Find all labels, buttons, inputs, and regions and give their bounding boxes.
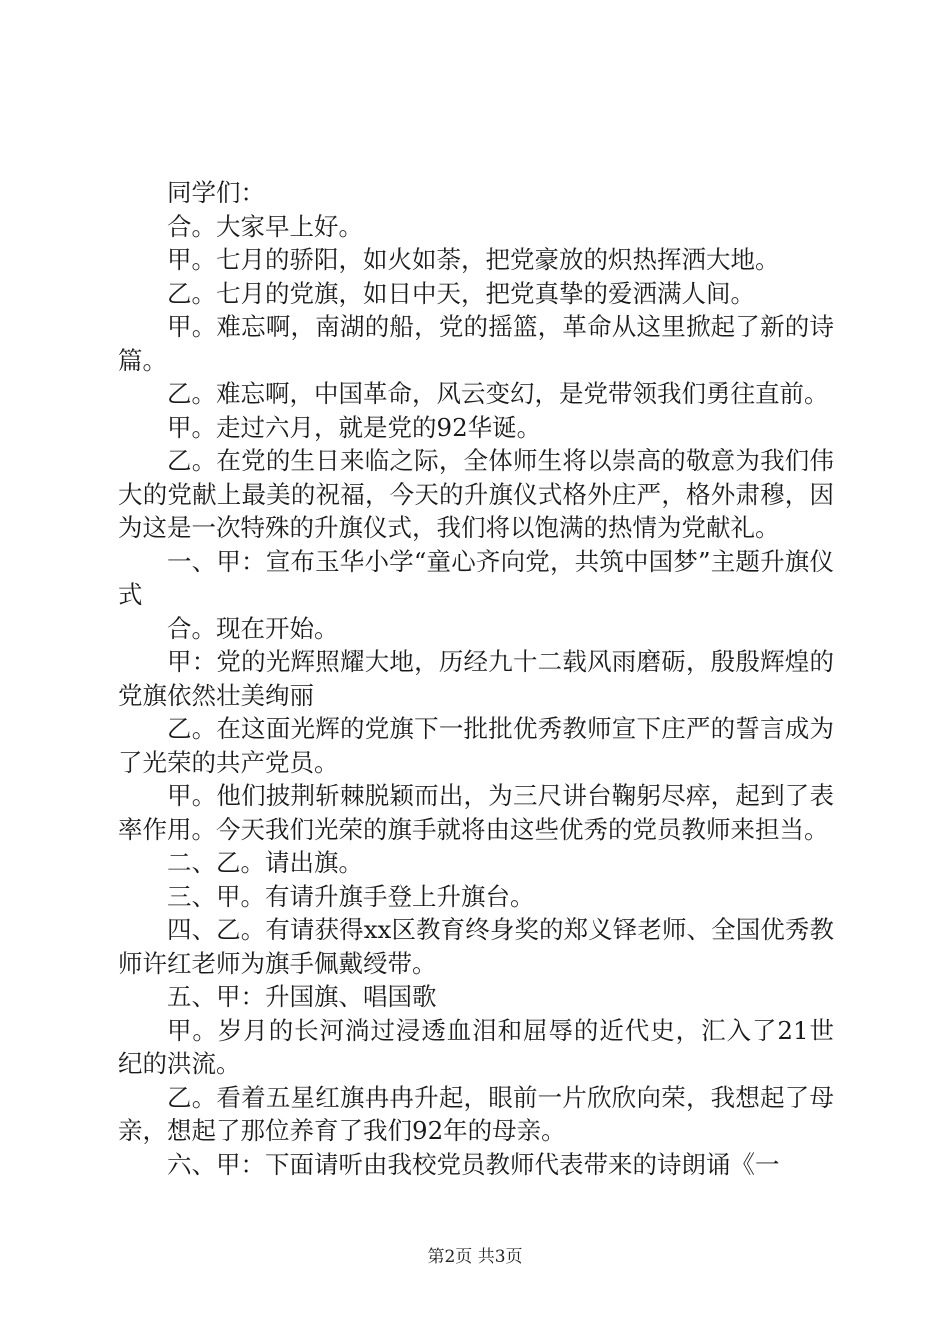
- paragraph-line: 乙。难忘啊，中国革命，风云变幻，是党带领我们勇往直前。: [167, 379, 829, 408]
- paragraph-line: 四、乙。有请获得xx区教育终身奖的郑义铎老师、全国优秀教师许红老师为旗手佩戴绶带。: [118, 915, 834, 978]
- paragraph-line: 三、甲。有请升旗手登上升旗台。: [167, 881, 535, 911]
- paragraph-greeting: 同学们：: [167, 178, 265, 207]
- paragraph-line: 甲。岁月的长河淌过浸透血泪和屈辱的近代史，汇入了21世纪的洪流。: [118, 1015, 834, 1078]
- page-number-footer: 第2页 共3页: [427, 1247, 523, 1267]
- paragraph-line: 甲。走过六月，就是党的92华诞。: [167, 412, 542, 442]
- paragraph-line: 乙。在党的生日来临之际，全体师生将以崇高的敬意为我们伟大的党献上最美的祝福，今天的升旗仪式格外庄严，格外肃穆，因为这是一次特殊的升旗仪式，我们将以饱满的热情为党献礼。: [118, 446, 834, 542]
- paragraph-line: 五、甲：升国旗、唱国歌: [167, 982, 437, 1011]
- paragraph-line: 合。现在开始。: [167, 613, 339, 643]
- paragraph-line: 甲。难忘啊，南湖的船，党的摇篮，革命从这里掀起了新的诗篇。: [118, 312, 834, 375]
- paragraph-line: 甲。他们披荆斩棘脱颖而出，为三尺讲台鞠躬尽瘁，起到了表率作用。今天我们光荣的旗手就将由这些优秀的党员教师来担当。: [118, 781, 834, 844]
- paragraph-line: 一、甲：宣布玉华小学“童心齐向党，共筑中国梦”主题升旗仪式: [118, 546, 834, 609]
- paragraph-line: 合。大家早上好。: [167, 211, 363, 241]
- document-body: [118, 176, 834, 1181]
- paragraph-line: 乙。七月的党旗，如日中天，把党真挚的爱洒满人间。: [167, 278, 755, 308]
- paragraph-line: 六、甲：下面请听由我校党员教师代表带来的诗朗诵《一: [167, 1149, 780, 1179]
- paragraph-line: 甲。七月的骄阳，如火如荼，把党豪放的炽热挥洒大地。: [167, 245, 780, 274]
- paragraph-line: 乙。在这面光辉的党旗下一批批优秀教师宣下庄严的誓言成为了光荣的共产党员。: [118, 714, 834, 777]
- paragraph-line: 乙。看着五星红旗冉冉升起，眼前一片欣欣向荣，我想起了母亲，想起了那位养育了我们92年的母亲。: [118, 1082, 834, 1145]
- paragraph-line: 甲：党的光辉照耀大地，历经九十二载风雨磨砺，殷殷辉煌的党旗依然壮美绚丽: [118, 647, 834, 710]
- paragraph-line: 二、乙。请出旗。: [167, 848, 363, 877]
